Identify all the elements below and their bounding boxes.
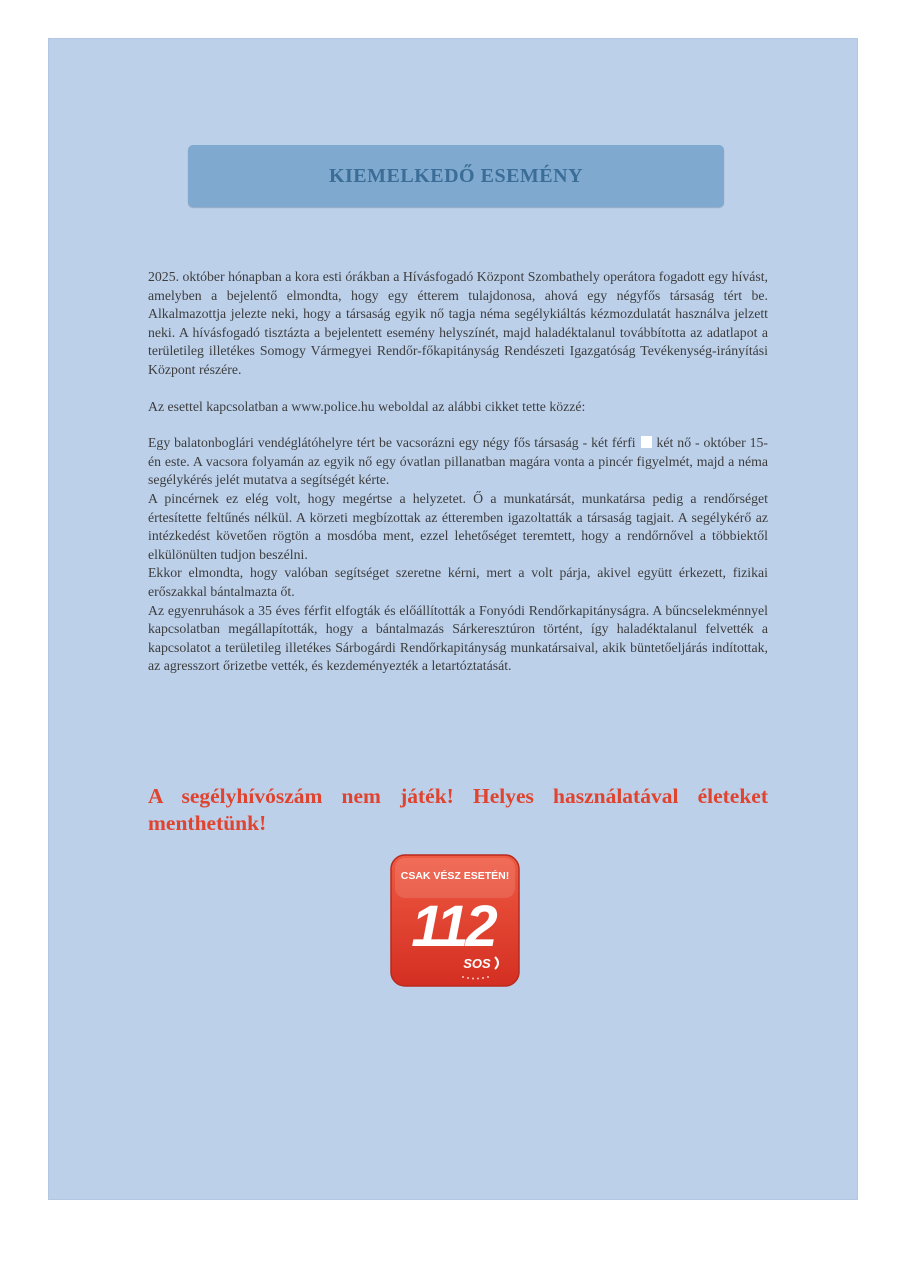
- source-paragraph: Az esettel kapcsolatban a www.police.hu weboldal az alábbi cikket tette közzé:: [148, 398, 586, 414]
- document-heading: KIEMELKEDŐ ESEMÉNY: [328, 164, 584, 187]
- intro-paragraph: 2025. október hónapban a kora esti órákban a Hívásfogadó Központ Szombathely operátora fogadott egy hívást, amelyben a bejelentő elmondta, hogy egy étterem tulajdonosa, ahová egy négyfős társaság tért be. Alkalmazottja jelezte neki, hogy a társaság egyik nő tagja néma segélykiáltás kézmozdulatát használva jelzett neki. A hívásfogadó tisztázta a bejelentett esemény helyszínét, majd haladéktalanul továbbította az adatlapot a területileg illetékes Somogy Vármegyei Rendőr-főkapitányság Rendészeti Igazgatóság Tevékenység-irányítási Központ részére.: [148, 269, 768, 377]
- heading-banner: [188, 145, 724, 207]
- document-page: [48, 38, 858, 1200]
- redaction-mark: [641, 436, 652, 448]
- document-body: [148, 268, 768, 676]
- article-paragraph: A pincérnek ez elég volt, hogy megértse a helyzetet. Ő a munkatársát, munkatársa pedig a rendőrséget értesítette feltűnés nélkül. A körzeti megbízottak az étteremben igazoltatták a társaság tagjait. A segélykérő az intézkedést követően rögtön a mosdóba ment, ezzel lehetőséget teremtett, hogy a rendőrnővel a többiektől elkülönülten tudjon beszélni.: [148, 490, 768, 562]
- logo-number: 112: [411, 894, 495, 959]
- emergency-112-logo: [389, 853, 521, 988]
- logo-sos-text: SOS: [463, 956, 491, 971]
- article-paragraph: Ekkor elmondta, hogy valóban segítséget szeretne kérni, mert a volt párja, akivel együtt érkezett, fizikai erőszakkal bántalmazta őt.: [148, 565, 768, 599]
- article-paragraph: Az egyenruhások a 35 éves férfit elfogták és előállították a Fonyódi Rendőrkapitányságra. A bűncselekménnyel kapcsolatban megállapították, hogy a bántalmazás Sárkeresztúron történt, így haladéktalanul felvették a kapcsolatot a területileg illetékes Sárbogárdi Rendőrkapitányság munkatársaival, akik büntetőeljárás indítottak, az agresszort őrizetbe vették, és kezdeményezték a letartóztatását.: [148, 602, 768, 674]
- slogan: A segélyhívószám nem játék! Helyes használatával életeket menthetünk!: [148, 784, 768, 835]
- article-line-part2: két nő - október 15-én este. A vacsora folyamán az egyik nő egy óvatlan pillanatban magára vonta a pincér figyelmét, majd a néma segélykérés jelét mutatva a segítségét kérte.: [148, 435, 768, 488]
- article-line-part1: Egy balatonboglári vendéglátóhelyre tért be vacsorázni egy négy fős társaság - két férfi: [148, 435, 636, 451]
- logo-top-text: CSAK VÉSZ ESETÉN!: [400, 870, 510, 882]
- article-paragraph: [148, 434, 768, 490]
